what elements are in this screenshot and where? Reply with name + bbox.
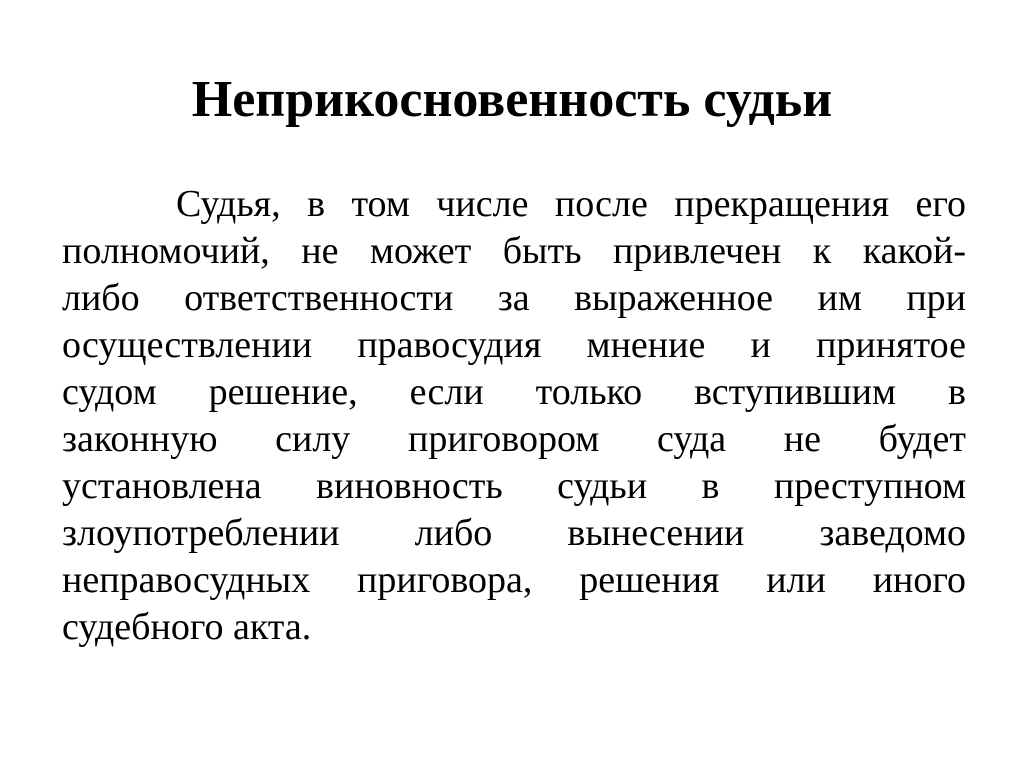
paragraph-line: Судья, в том числе после прекращения его: [176, 183, 966, 225]
slide-title: Неприкосновенность судьи: [191, 71, 833, 128]
paragraph-line: неправосудных приговора, решения или иного: [62, 559, 966, 601]
paragraph-line: злоупотреблении либо вынесении заведомо: [62, 512, 966, 554]
paragraph-line: либо ответственности за выраженное им при: [62, 277, 966, 319]
paragraph-line: судом решение, если только вступившим в: [62, 371, 966, 413]
paragraph-line: судебного акта.: [62, 606, 312, 648]
paragraph-line: полномочий, не может быть привлечен к какой-: [62, 230, 966, 272]
paragraph-line: осуществлении правосудия мнение и принятое: [62, 324, 966, 366]
paragraph-line: законную силу приговором суда не будет: [62, 418, 966, 460]
paragraph-line: установлена виновность судьи в преступном: [62, 465, 966, 507]
slide-paragraph: [62, 181, 966, 651]
